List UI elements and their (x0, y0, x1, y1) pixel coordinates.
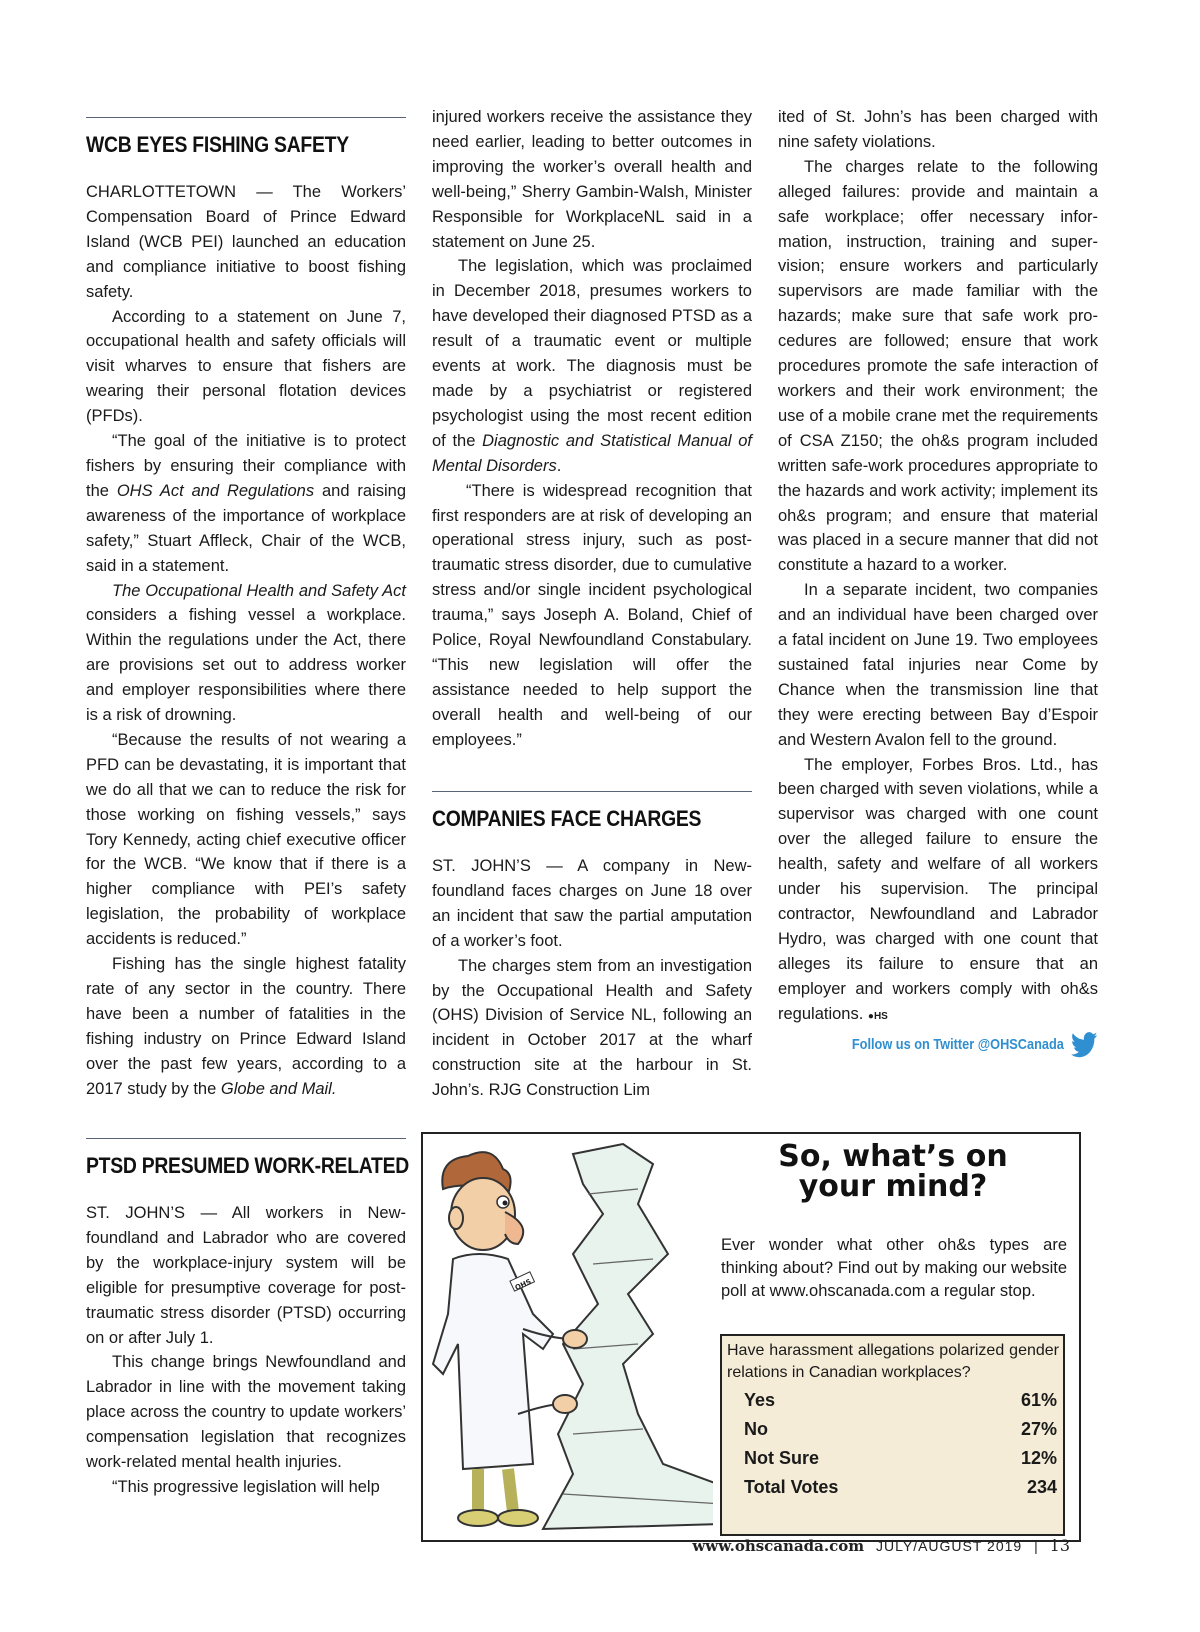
paragraph: “The goal of the initiative is to protect fishers by ensuring their compliance with the OHS Act and Regulations and raising awareness of the importance of workplace safety,” Stuart Affleck, Chair of the WCB, said in a statement. (86, 432, 406, 575)
footer-separator: | (1034, 1538, 1038, 1554)
paragraph: ST. JOHN’S — A company in Newfoundland faces charges on June 18 over an incident that saw the partial amputation of a worker’s foot. (432, 857, 752, 950)
paragraph: In a separate incident, two companies and an individual have been charged over a fatal incident on June 19. Two employees sustained fatal injuries near Come by Chance when the transmission line that they were erecting between Bay d’Espoir and Western Avalon fell to the ground. (778, 581, 1098, 749)
paragraph: ST. JOHN’S — All workers in Newfoundland and Labrador who are covered by the workplace-injury system will be eligible for presumptive coverage for post-traumatic stress disorder (PTSD) occurring on or after July 1. (86, 1204, 406, 1347)
twitter-follow-link[interactable] (826, 1032, 1098, 1058)
twitter-follow-text[interactable]: Follow us on Twitter @OHSCanada (851, 1035, 1064, 1053)
poll-promo-box (421, 1132, 1081, 1542)
poll-results (720, 1334, 1065, 1536)
column-3 (778, 105, 1098, 1058)
box-description: Ever wonder what other oh&s types are thinking about? Find out by making our website poll at www.ohscanada.com a regular stop. (721, 1236, 1067, 1300)
poll-value: 61% (1020, 1390, 1057, 1410)
paragraph: injured workers receive the assistance they need earlier, leading to better outcomes in improving the worker’s overall health and well-being,” Sherry Gambin-Walsh, Minister Responsible for WorkplaceNL said in a statement on June 25. (432, 108, 752, 251)
paragraph: CHARLOTTETOWN — The Workers’ Compensation Board of Prince Edward Island (WCB PEI) launched an education and compliance initiative to boost fishing safety. (86, 183, 406, 301)
paragraph: The charges relate to the following alleged failures: provide and maintain a safe workplace; offer necessary information, instruction, training and supervision; ensure workers and particularly supervisors are made familiar with the hazards; make sure that safe work procedures are followed; ensure that work procedures promote the safe interaction of workers and their work environment; the use of a mobile crane met the requirements of CSA Z150; the oh&s program included written safe-work procedures appropriate to the hazards and work activity; implement its oh&s program; and ensure that material was placed in a secure manner that did not constitute a hazard to a worker. (778, 157, 1098, 575)
poll-value: 234 (1026, 1477, 1057, 1497)
section-rule (432, 791, 752, 792)
page-number: 13 (1049, 1536, 1070, 1555)
paragraph: “There is widespread recognition that first responders are at risk of developing an operational stress injury, such as post-traumatic stress disorder, due to cumulative stress and/or single incident psychological trauma,” says Joseph A. Boland, Chief of Police, Royal Newfoundland Constabulary. “This new legislation will offer the assistance needed to help support the overall health and well-being of our employees.” (432, 481, 752, 749)
paragraph: The employer, Forbes Bros. Ltd., has been charged with seven violations, while a supervisor was charged with one count over the alleged failure to ensure the health, safety and welfare of all workers under his supervision. The principal contractor, Newfoundland and Labrador Hydro, was charged with one count that alleges its failure to ensure that an employer and workers comply with oh&s regulations. ●HS (778, 755, 1098, 1023)
paragraph: “Because the results of not wearing a PFD can be devastating, it is important that we do all that we can to reduce the risk for those working on fishing vessels,” says Tory Kennedy, acting chief executive officer for the WCB. “We know that if there is a higher compliance with PEI’s safety legislation, the probability of workplace accidents is reduced.” (86, 730, 406, 949)
poll-row (722, 1473, 1063, 1502)
paragraph: The legislation, which was proclaimed in December 2018, presumes workers to have developed their diagnosed PTSD as a result of a traumatic event or multiple events at work. The diagnosis must be made by a psychiatrist or registered psychologist using the most recent edition of the Diagnostic and Statistical Manual of Mental Disorders. (432, 257, 753, 475)
paragraph: “This progressive legislation will help (112, 1477, 380, 1496)
paragraph: Fishing has the single highest fatality rate of any sector in the country. There have been a number of fatalities in the fishing industry on Prince Edward Island over the past few years, according to a 2017 study by the Globe and Mail. (86, 955, 406, 1098)
paragraph: ited of St. John’s has been charged with nine safety violations. (778, 108, 1098, 151)
page-footer (692, 1536, 1070, 1555)
box-title-line-2: your mind? (798, 1169, 988, 1204)
headline-wcb-fishing: WCB EYES FISHING SAFETY (86, 132, 349, 157)
section-rule (86, 117, 406, 118)
paragraph: This change brings Newfoundland and Labrador in line with the movement taking place across the country to update workers’ compensation legislation that recognizes work-related mental health injuries. (86, 1353, 406, 1472)
footer-date: JULY/AUGUST 2019 (876, 1538, 1023, 1554)
paragraph: According to a statement on June 7, occupational health and safety officials will visit wharves to ensure that fishers are wearing their personal flotation devices (PFDs). (86, 307, 406, 426)
poll-row (722, 1444, 1063, 1473)
poll-label: Not Sure (744, 1448, 820, 1468)
box-title-line-1: So, what’s on (778, 1139, 1008, 1174)
column-1 (86, 117, 406, 1102)
end-mark: ●HS (867, 1010, 888, 1022)
poll-label: No (744, 1419, 768, 1439)
headline-companies-charges: COMPANIES FACE CHARGES (432, 806, 702, 831)
paragraph: The Occupational Health and Safety Act considers a fishing vessel a workplace. Within the regulations under the Act, there are provisions set out to address worker and employer responsibilities where there is a risk of drowning. (86, 581, 406, 725)
coat-badge-text: OHS (513, 1277, 533, 1293)
headline-ptsd: PTSD PRESUMED WORK-RELATED (86, 1153, 409, 1178)
poll-row (722, 1415, 1063, 1444)
footer-url[interactable]: www.ohscanada.com (692, 1537, 865, 1555)
poll-label: Total Votes (744, 1477, 839, 1497)
cartoon-illustration (423, 1134, 713, 1540)
box-title (723, 1139, 1063, 1204)
poll-value: 12% (1020, 1448, 1057, 1468)
twitter-bird-icon[interactable] (1071, 1032, 1098, 1058)
poll-label: Yes (744, 1390, 776, 1410)
paragraph: The charges stem from an investigation by the Occupational Health and Safety (OHS) Division of Service NL, following an incident in October 2017 at the wharf construction site at the harbour in St. John’s. RJG Construction Lim (432, 956, 752, 1100)
poll-value: 27% (1020, 1419, 1057, 1439)
section-rule (86, 1138, 406, 1139)
column-1-lower (86, 1138, 409, 1500)
poll-row (722, 1386, 1063, 1415)
poll-question: Have harassment allegations polarized gender relations in Canadian workplaces? (727, 1342, 1059, 1381)
column-2-lower (432, 791, 752, 1103)
column-2 (432, 105, 752, 753)
